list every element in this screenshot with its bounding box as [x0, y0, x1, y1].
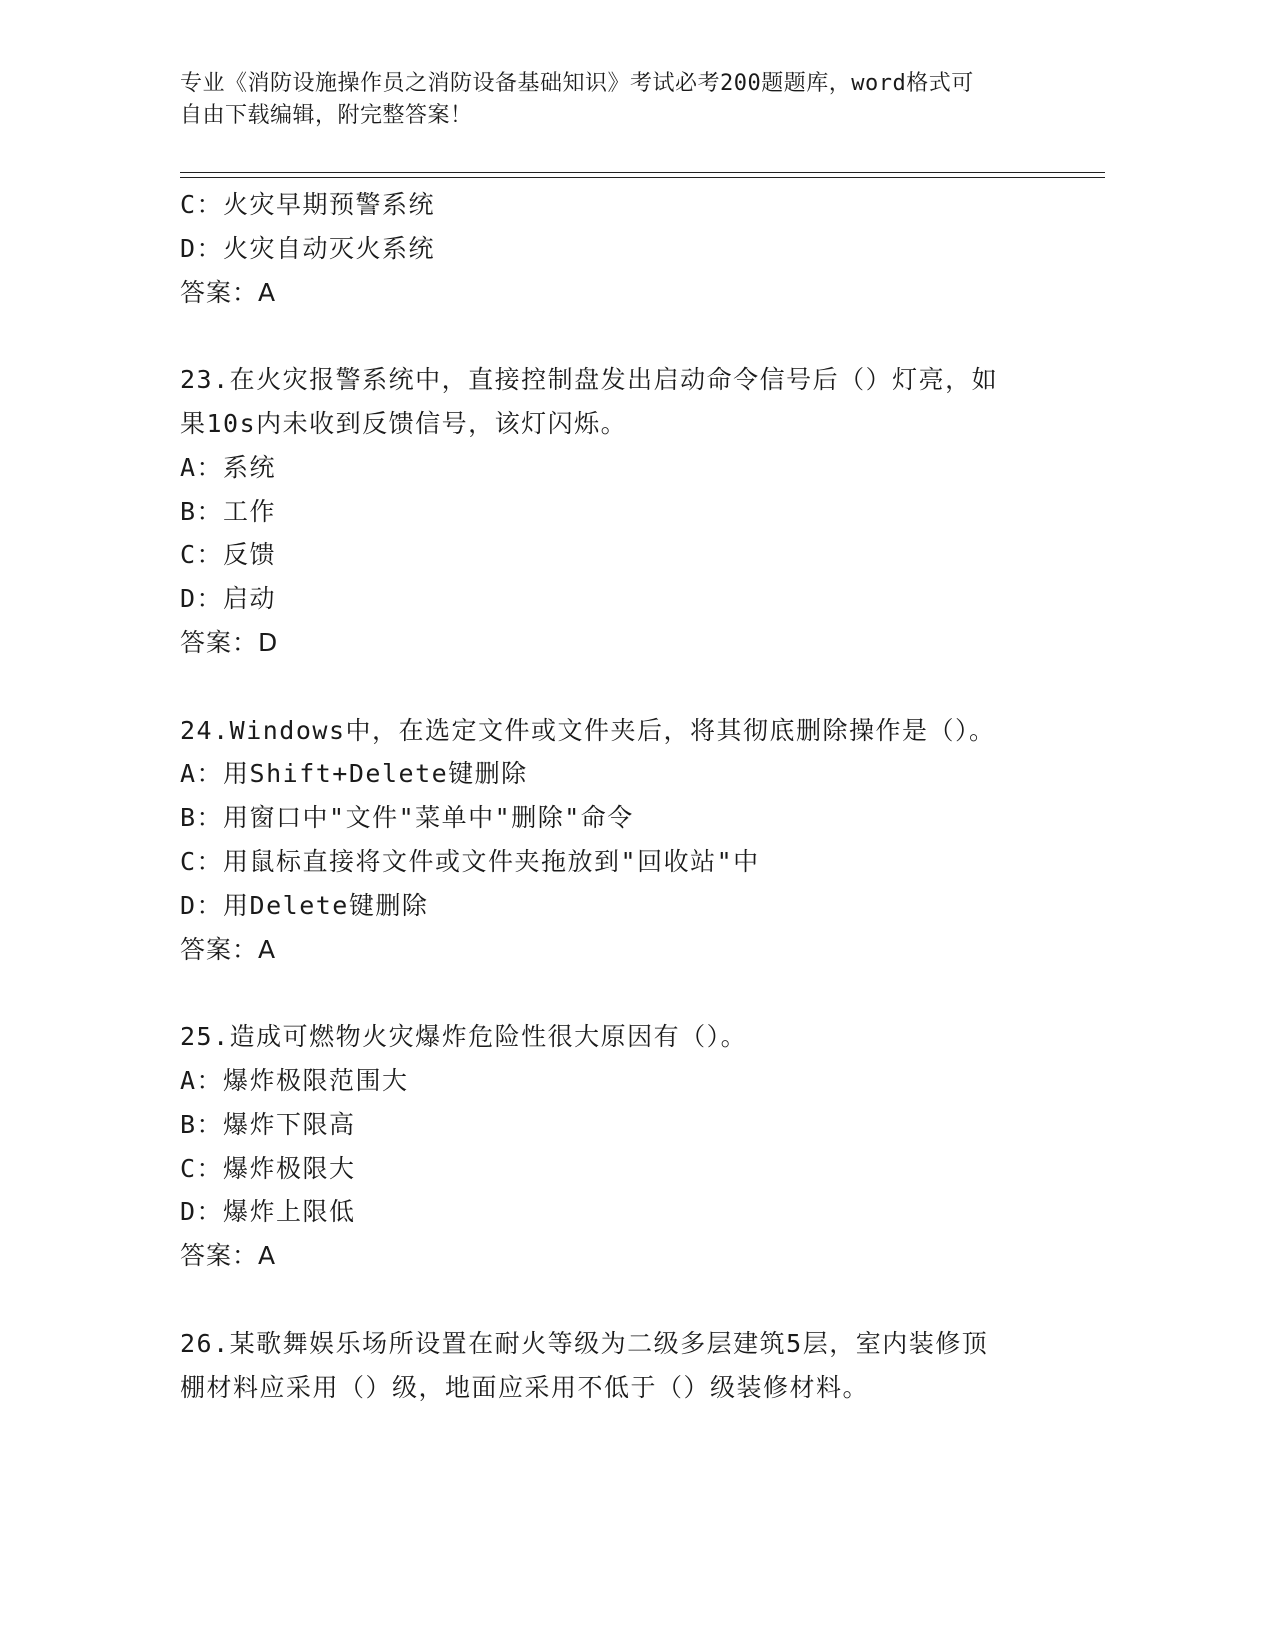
option-c: C：火灾早期预警系统: [180, 190, 436, 219]
option-b: B：工作: [180, 496, 277, 526]
document-header: [180, 68, 1040, 132]
header-divider-bottom: [180, 177, 1105, 178]
option-b: B：用窗口中"文件"菜单中"删除"命令: [180, 803, 634, 833]
header-divider-top: [180, 172, 1105, 173]
option-c: C：爆炸极限大: [180, 1153, 356, 1183]
option-c: C：用鼠标直接将文件或文件夹拖放到"回收站"中: [180, 846, 760, 876]
answer-line: 答案：A: [180, 1241, 277, 1271]
answer-line: 答案：A: [180, 277, 277, 307]
answer-line: 答案：D: [180, 627, 279, 657]
spacer: [180, 314, 1080, 358]
question-stem-continued: 棚材料应采用（）级，地面应采用不低于（）级装修材料。: [180, 1372, 870, 1402]
spacer: [180, 971, 1080, 1015]
option-d: D：启动: [180, 584, 277, 614]
option-a: A：用Shift+Delete键删除: [180, 759, 528, 789]
header-title-line-2: 自由下载编辑，附完整答案！: [180, 103, 473, 128]
header-title-line-1: 专业《消防设施操作员之消防设备基础知识》考试必考200题题库，word格式可: [180, 71, 974, 96]
spacer: [180, 665, 1080, 709]
question-stem: 23.在火灾报警系统中，直接控制盘发出启动命令信号后（）灯亮，如: [180, 365, 999, 395]
option-b: B：爆炸下限高: [180, 1109, 356, 1139]
option-a: A：系统: [180, 452, 277, 482]
option-d: D：爆炸上限低: [180, 1197, 356, 1227]
option-a: A：爆炸极限范围大: [180, 1065, 409, 1095]
option-d: D：火灾自动灭火系统: [180, 233, 436, 263]
option-c: C：反馈: [180, 540, 277, 570]
question-stem-continued: 果10s内未收到反馈信号，该灯闪烁。: [180, 408, 628, 438]
question-stem: 25.造成可燃物火灾爆炸危险性很大原因有（）。: [180, 1022, 748, 1052]
answer-line: 答案：A: [180, 934, 277, 964]
option-d: D：用Delete键删除: [180, 890, 429, 920]
question-23: [180, 358, 1080, 665]
question-25: [180, 1015, 1080, 1278]
question-24: [180, 709, 1080, 972]
question-stem: 24.Windows中，在选定文件或文件夹后，将其彻底删除操作是（）。: [180, 715, 996, 745]
question-22: [180, 183, 1080, 314]
question-26: [180, 1322, 1080, 1410]
question-list: [180, 183, 1080, 1409]
question-stem: 26.某歌舞娱乐场所设置在耐火等级为二级多层建筑5层，室内装修顶: [180, 1328, 989, 1358]
spacer: [180, 1278, 1080, 1322]
